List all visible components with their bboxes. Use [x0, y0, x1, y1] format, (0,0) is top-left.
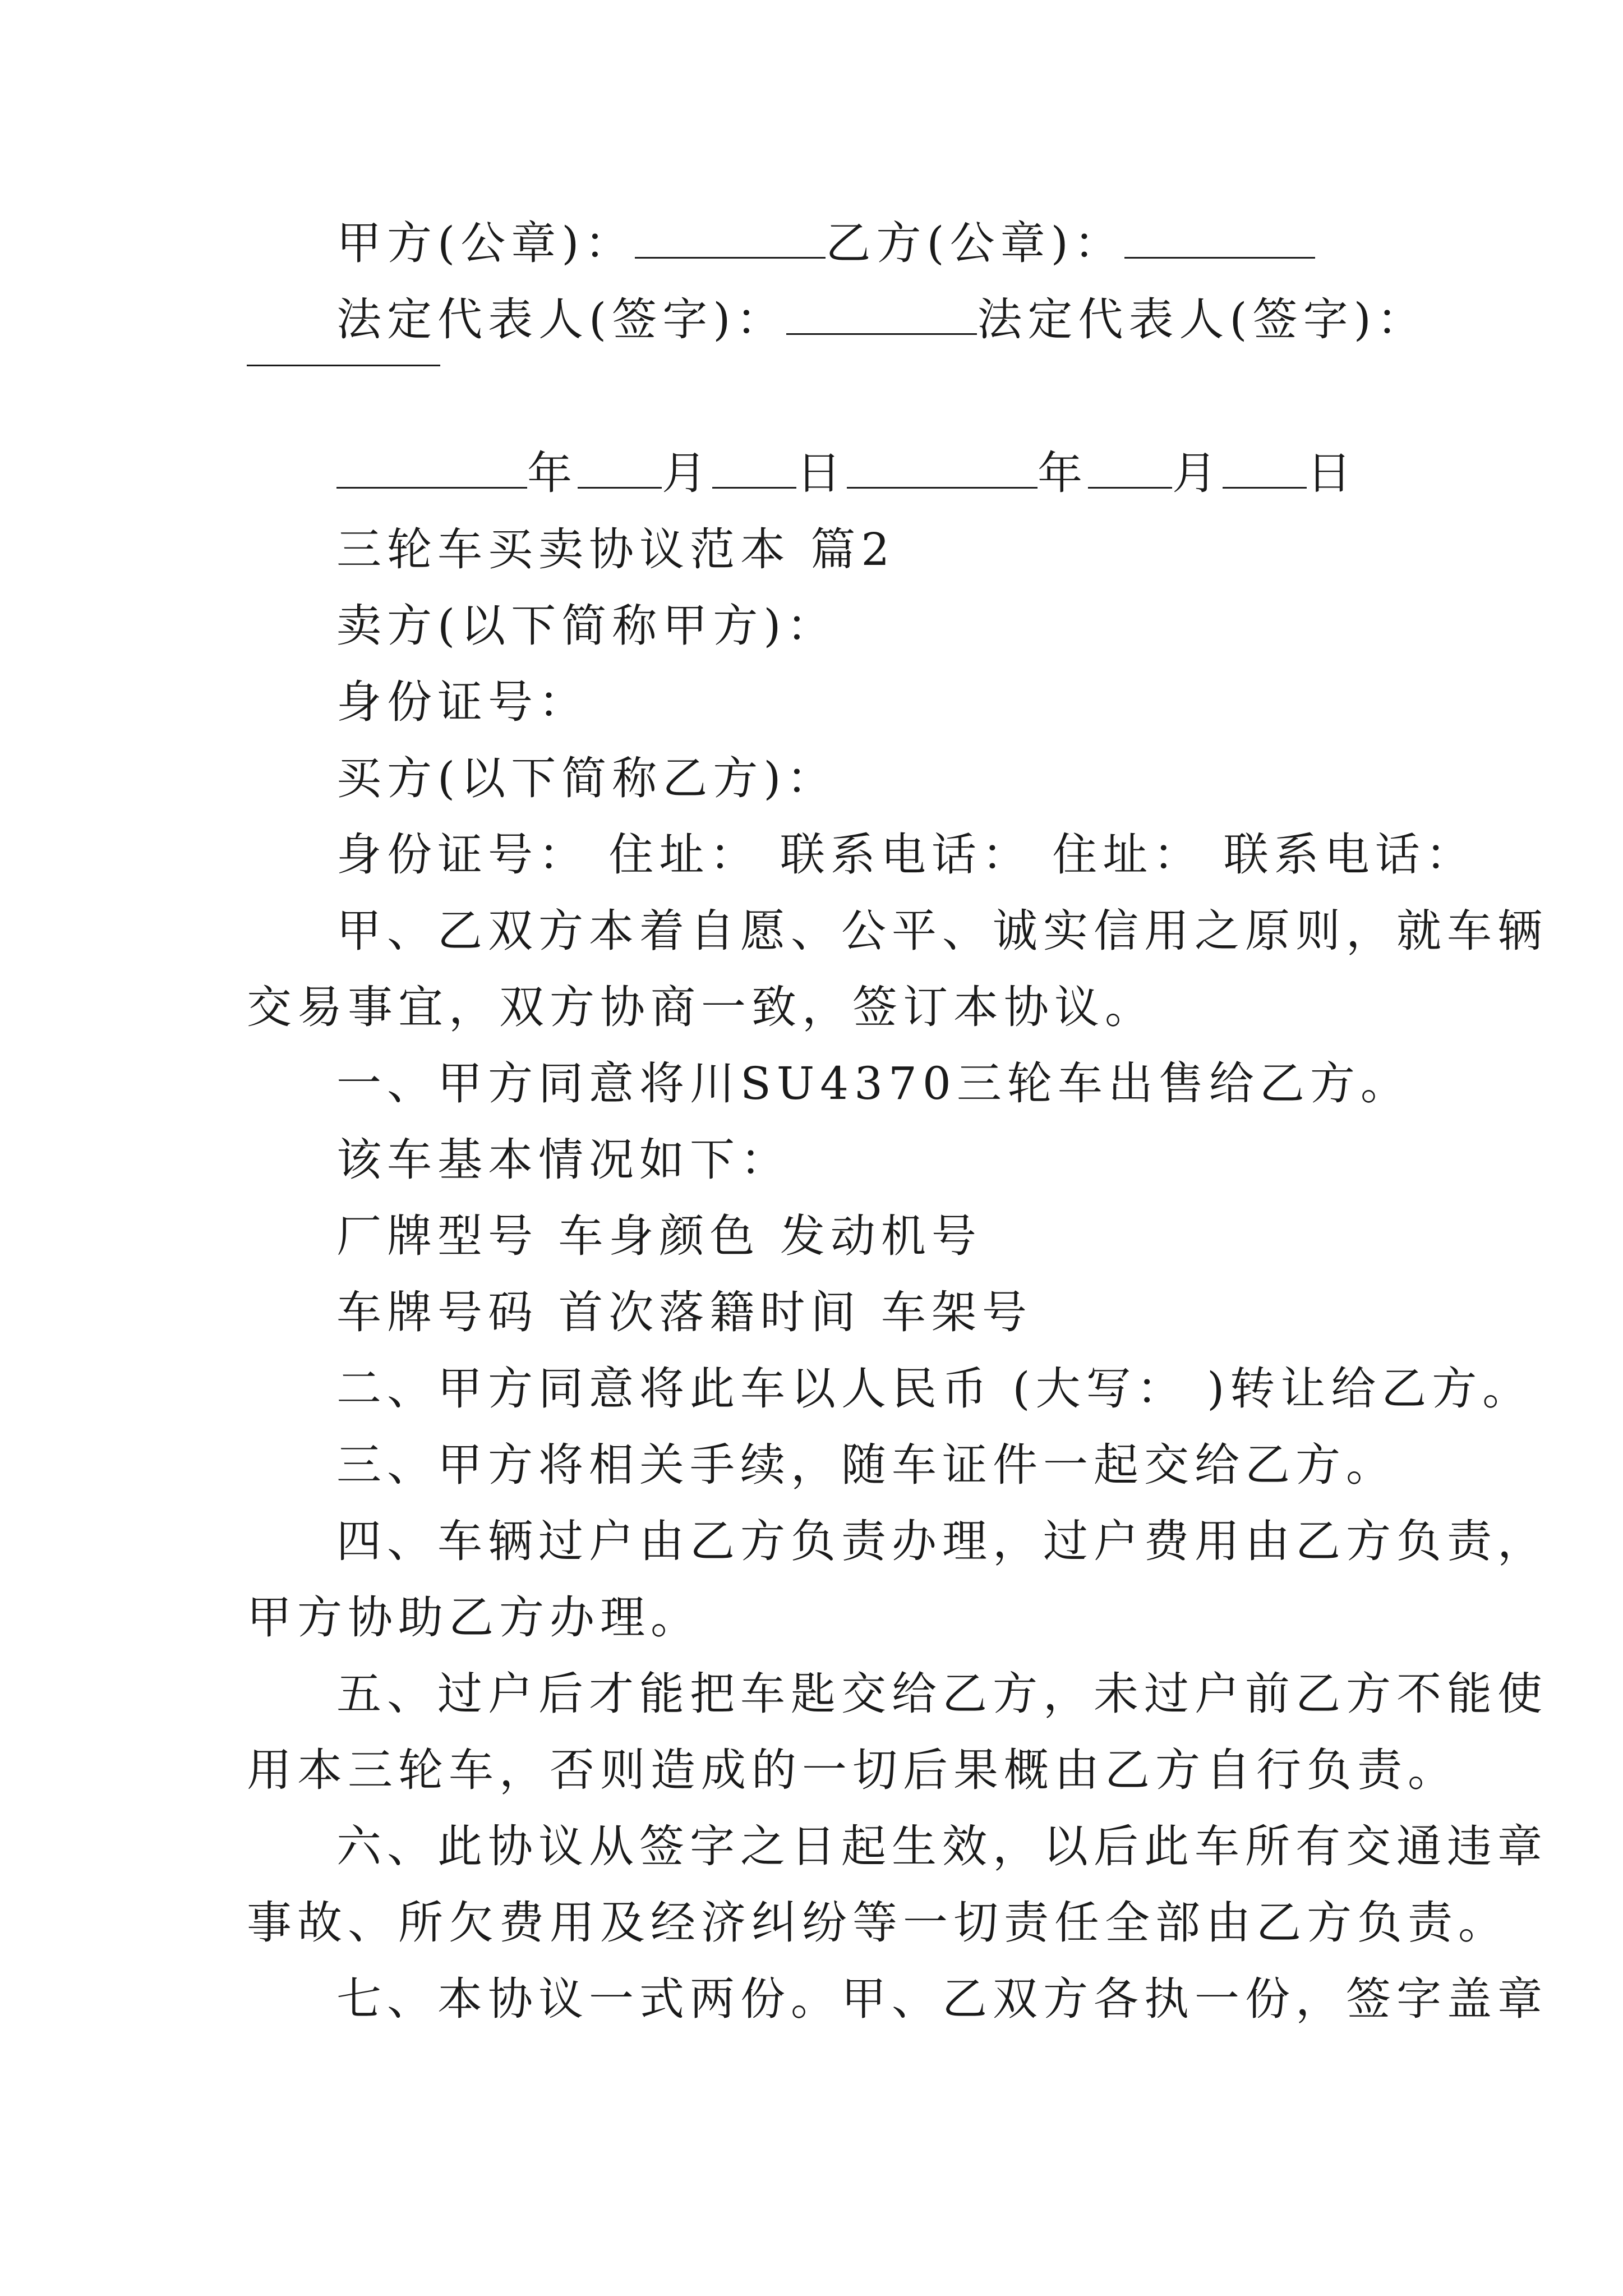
seller-id-line: 身份证号：	[336, 676, 589, 728]
legal-rep-line	[336, 293, 1427, 347]
vehicle-row-1: 厂牌型号 车身颜色 发动机号	[336, 1210, 982, 1262]
legal-rep-a-blank	[786, 294, 977, 335]
clause-3: 三、甲方将相关手续，随车证件一起交给乙方。	[336, 1439, 1396, 1491]
contact-line: 身份证号： 住址： 联系电话： 住址： 联系电话：	[336, 829, 1476, 881]
date-line	[336, 447, 1357, 500]
clause-5-line-2: 用本三轮车，否则造成的一切后果概由乙方自行负责。	[247, 1744, 1458, 1796]
party-b-seal-label: 乙方(公章)：	[826, 217, 1124, 269]
day-b-blank	[1223, 448, 1307, 489]
legal-rep-b-label: 法定代表人(签字)：	[977, 293, 1427, 346]
clause-7-line-1: 七、本协议一式两份。甲、乙双方各执一份，签字盖章	[336, 1973, 1548, 2025]
clause-6-line-1: 六、此协议从签字之日起生效，以后此车所有交通违章	[336, 1820, 1548, 1872]
seal-line	[336, 217, 1315, 270]
vehicle-info-heading: 该车基本情况如下：	[336, 1134, 791, 1186]
seller-line: 卖方(以下简称甲方)：	[336, 600, 837, 652]
year-b-label: 年	[1038, 447, 1088, 499]
year-b-blank	[847, 448, 1038, 489]
intro-line-1: 甲、乙双方本着自愿、公平、诚实信用之原则，就车辆	[336, 905, 1548, 957]
month-a-label: 月	[662, 447, 712, 499]
party-a-seal-label: 甲方(公章)：	[336, 217, 635, 269]
day-b-label: 日	[1307, 447, 1357, 499]
buyer-line: 买方(以下简称乙方)：	[336, 752, 837, 804]
clause-5-line-1: 五、过户后才能把车匙交给乙方，未过户前乙方不能使	[336, 1668, 1548, 1720]
clause-4-line-1: 四、车辆过户由乙方负责办理，过户费用由乙方负责，	[336, 1515, 1548, 1567]
month-a-blank	[578, 448, 662, 489]
clause-4-line-2: 甲方协助乙方办理。	[247, 1591, 701, 1644]
clause-6-line-2: 事故、所欠费用及经济纠纷等一切责任全部由乙方负责。	[247, 1897, 1509, 1949]
day-a-blank	[712, 448, 796, 489]
party-a-seal-blank	[635, 218, 826, 259]
year-a-blank	[336, 448, 527, 489]
day-a-label: 日	[796, 447, 847, 499]
clause-1: 一、甲方同意将川SU4370三轮车出售给乙方。	[336, 1057, 1411, 1110]
month-b-blank	[1088, 448, 1172, 489]
party-b-seal-blank	[1124, 218, 1315, 259]
year-a-label: 年	[527, 447, 578, 499]
month-b-label: 月	[1172, 447, 1223, 499]
clause-2: 二、甲方同意将此车以人民币 (大写： )转让给乙方。	[336, 1363, 1533, 1415]
section-title: 三轮车买卖协议范本 篇2	[336, 523, 896, 576]
legal-rep-b-blank	[247, 365, 440, 366]
vehicle-row-2: 车牌号码 首次落籍时间 车架号	[336, 1286, 1032, 1338]
legal-rep-a-label: 法定代表人(签字)：	[336, 293, 787, 346]
intro-line-2: 交易事宜，双方协商一致，签订本协议。	[247, 981, 1155, 1033]
